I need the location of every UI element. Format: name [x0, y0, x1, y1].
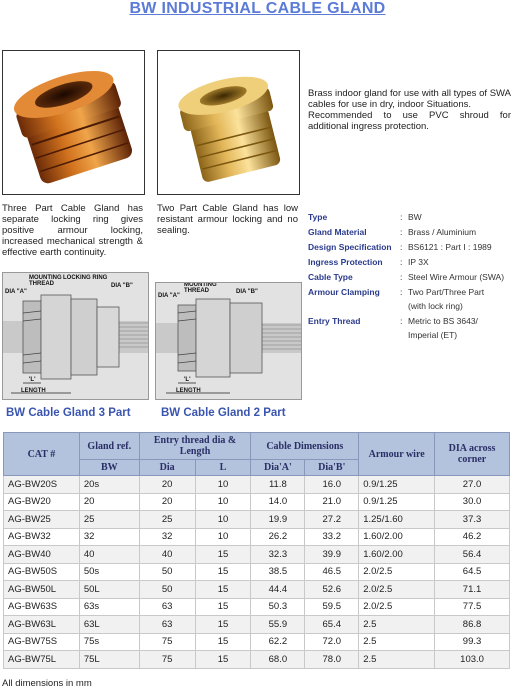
page-title: BW INDUSTRIAL CABLE GLAND: [129, 0, 386, 17]
spec-key: Type: [308, 212, 328, 222]
cell-dia-b: 27.2: [305, 511, 359, 529]
cell-dia-a: 62.2: [251, 633, 305, 651]
spec-value: Brass / Aluminium: [408, 227, 477, 237]
cell-dia-a: 26.2: [251, 528, 305, 546]
cell-l: 10: [195, 528, 251, 546]
diagram-gland-3-part: [2, 272, 149, 400]
cell-dia: 75: [139, 651, 195, 669]
spec-value-line-2: Imperial (ET): [408, 330, 458, 340]
cell-dia: 50: [139, 563, 195, 581]
specifications-list: [308, 212, 513, 345]
label-mounting-thread: MOUNTING THREAD: [184, 282, 217, 294]
cell-dia-b: 72.0: [305, 633, 359, 651]
spec-key: Ingress Protection: [308, 257, 383, 267]
description-3-part: Three Part Cable Gland has separate locking ring gives positive armour locking, increased mechanical strength & effective earth continuity.: [2, 203, 143, 258]
cell-dia-b: 21.0: [305, 493, 359, 511]
spec-row-entry-thread: Entry Thread : Metric to BS 3643/ Imperial (ET): [308, 316, 513, 340]
label-dia-b: DIA "B": [111, 283, 133, 289]
cell-dia-b: 33.2: [305, 528, 359, 546]
cell-dia-b: 52.6: [305, 581, 359, 599]
cell-dia-a: 11.8: [251, 476, 305, 494]
cell-armour-wire: 0.9/1.25: [359, 493, 435, 511]
header-cat: CAT #: [4, 433, 80, 476]
cell-dia: 75: [139, 633, 195, 651]
cell-dia-a: 68.0: [251, 651, 305, 669]
cell-dia-corner: 99.3: [435, 633, 510, 651]
table-row: [4, 633, 510, 651]
cell-dia-b: 65.4: [305, 616, 359, 634]
cell-dia-corner: 77.5: [435, 598, 510, 616]
cell-dia-corner: 86.8: [435, 616, 510, 634]
cell-l: 10: [195, 493, 251, 511]
cell-dia: 20: [139, 493, 195, 511]
cell-l: 15: [195, 598, 251, 616]
label-length: LENGTH: [176, 388, 201, 394]
spec-value: [408, 287, 513, 311]
cell-dia-a: 55.9: [251, 616, 305, 634]
spec-row-cable-type: Cable Type : Steel Wire Armour (SWA): [308, 272, 513, 282]
cell-l: 15: [195, 546, 251, 564]
header-cable-dimensions: Cable Dimensions: [251, 433, 359, 460]
cell-cat: AG-BW25: [4, 511, 80, 529]
spec-key: Gland Material: [308, 227, 367, 237]
cell-dia-corner: 37.3: [435, 511, 510, 529]
table-header-row: [4, 433, 510, 460]
spec-row-ingress-protection: Ingress Protection : IP 3X: [308, 257, 513, 267]
cell-armour-wire: 2.5: [359, 633, 435, 651]
header-dia-b: Dia'B': [305, 460, 359, 476]
table-row: [4, 493, 510, 511]
spec-key: Entry Thread: [308, 316, 361, 326]
spec-value: IP 3X: [408, 257, 429, 267]
cell-l: 10: [195, 511, 251, 529]
spec-row-design-specification: Design Specification : BS6121 : Part I : 1989: [308, 242, 513, 252]
spec-value: [408, 316, 513, 340]
cell-dia-a: 19.9: [251, 511, 305, 529]
cell-gland-ref: 63L: [79, 616, 139, 634]
table-row: [4, 616, 510, 634]
table-row: [4, 476, 510, 494]
cell-l: 10: [195, 476, 251, 494]
cell-cat: AG-BW20S: [4, 476, 80, 494]
cell-dia-a: 44.4: [251, 581, 305, 599]
cell-gland-ref: 50s: [79, 563, 139, 581]
spec-value: BS6121 : Part I : 1989: [408, 242, 492, 252]
table-row: [4, 581, 510, 599]
cell-gland-ref: 25: [79, 511, 139, 529]
label-l: 'L': [29, 377, 36, 383]
cell-armour-wire: 0.9/1.25: [359, 476, 435, 494]
cell-dia: 63: [139, 598, 195, 616]
cell-dia-a: 14.0: [251, 493, 305, 511]
cell-armour-wire: 2.5: [359, 616, 435, 634]
cell-dia: 50: [139, 581, 195, 599]
catalogue-table: [3, 432, 510, 669]
intro-paragraph-2: Recommended to use PVC shroud for additional ingress protection.: [308, 110, 511, 132]
header-gland-ref: Gland ref.: [79, 433, 139, 460]
cell-dia-corner: 56.4: [435, 546, 510, 564]
cell-dia-corner: 103.0: [435, 651, 510, 669]
cell-dia: 25: [139, 511, 195, 529]
cell-dia-corner: 46.2: [435, 528, 510, 546]
spec-value-line-1: Two Part/Three Part: [408, 287, 485, 297]
spec-row-type: Type : BW: [308, 212, 513, 222]
cell-dia-a: 50.3: [251, 598, 305, 616]
cell-gland-ref: 20: [79, 493, 139, 511]
header-armour-wire: Armour wire: [359, 433, 435, 476]
cell-cat: AG-BW75S: [4, 633, 80, 651]
diagram-gland-2-part: [155, 282, 302, 400]
cell-l: 15: [195, 616, 251, 634]
cell-cat: AG-BW32: [4, 528, 80, 546]
header-bw: BW: [79, 460, 139, 476]
cell-dia-corner: 30.0: [435, 493, 510, 511]
spec-value: Steel Wire Armour (SWA): [408, 272, 505, 282]
cell-armour-wire: 1.60/2.00: [359, 528, 435, 546]
table-row: [4, 511, 510, 529]
cell-dia-b: 78.0: [305, 651, 359, 669]
cell-gland-ref: 32: [79, 528, 139, 546]
cell-cat: AG-BW50L: [4, 581, 80, 599]
cell-l: 15: [195, 563, 251, 581]
cell-cat: AG-BW40: [4, 546, 80, 564]
cell-l: 15: [195, 633, 251, 651]
table-row: [4, 528, 510, 546]
photo-gland-3-part: [2, 50, 145, 195]
cell-armour-wire: 2.0/2.5: [359, 563, 435, 581]
caption-2-part: BW Cable Gland 2 Part: [161, 407, 286, 419]
cell-dia: 32: [139, 528, 195, 546]
cell-dia-a: 38.5: [251, 563, 305, 581]
cell-dia-corner: 64.5: [435, 563, 510, 581]
cell-cat: AG-BW50S: [4, 563, 80, 581]
table-row: [4, 651, 510, 669]
table-body: [4, 476, 510, 669]
cell-dia-b: 59.5: [305, 598, 359, 616]
cell-gland-ref: 75s: [79, 633, 139, 651]
cell-dia: 40: [139, 546, 195, 564]
spec-value: BW: [408, 212, 422, 222]
footer-note: All dimensions in mm: [2, 678, 92, 689]
intro-paragraph-1: Brass indoor gland for use with all types of SWA cables for use in dry, indoor Situations.: [308, 88, 511, 110]
spec-row-gland-material: Gland Material : Brass / Aluminium: [308, 227, 513, 237]
header-dia-across-corner: DIA across corner: [435, 433, 510, 476]
intro-text: [308, 88, 511, 132]
label-dia-b: DIA "B": [236, 289, 258, 295]
table-row: [4, 563, 510, 581]
header-entry-thread: Entry thread dia & Length: [139, 433, 251, 460]
table-row: [4, 546, 510, 564]
cell-gland-ref: 63s: [79, 598, 139, 616]
cell-dia-a: 32.3: [251, 546, 305, 564]
spec-key: Cable Type: [308, 272, 353, 282]
spec-value-line-1: Metric to BS 3643/: [408, 316, 478, 326]
spec-row-armour-clamping: Armour Clamping : Two Part/Three Part (with lock ring): [308, 287, 513, 311]
label-l: 'L': [184, 377, 191, 383]
cell-dia-corner: 27.0: [435, 476, 510, 494]
cell-cat: AG-BW63L: [4, 616, 80, 634]
label-dia-a: DIA "A": [5, 289, 27, 295]
cell-cat: AG-BW63S: [4, 598, 80, 616]
cell-gland-ref: 75L: [79, 651, 139, 669]
cell-cat: AG-BW20: [4, 493, 80, 511]
cell-armour-wire: 1.25/1.60: [359, 511, 435, 529]
label-length: LENGTH: [21, 388, 46, 394]
header-l: L: [195, 460, 251, 476]
caption-3-part: BW Cable Gland 3 Part: [6, 407, 131, 419]
cell-gland-ref: 20s: [79, 476, 139, 494]
cell-dia: 63: [139, 616, 195, 634]
cell-gland-ref: 50L: [79, 581, 139, 599]
description-2-part: Two Part Cable Gland has low resistant armour locking and no sealing.: [157, 203, 298, 236]
cell-dia-b: 39.9: [305, 546, 359, 564]
cell-l: 15: [195, 581, 251, 599]
table-row: [4, 598, 510, 616]
label-mounting-thread: MOUNTING THREAD: [29, 275, 62, 287]
cell-armour-wire: 2.0/2.5: [359, 598, 435, 616]
cell-l: 15: [195, 651, 251, 669]
cell-armour-wire: 1.60/2.00: [359, 546, 435, 564]
cell-dia: 20: [139, 476, 195, 494]
cell-cat: AG-BW75L: [4, 651, 80, 669]
cell-gland-ref: 40: [79, 546, 139, 564]
spec-key: Armour Clamping: [308, 287, 380, 297]
photo-gland-2-part: [157, 50, 300, 195]
cell-dia-b: 16.0: [305, 476, 359, 494]
spec-value-line-2: (with lock ring): [408, 301, 463, 311]
cell-armour-wire: 2.0/2.5: [359, 581, 435, 599]
cell-dia-b: 46.5: [305, 563, 359, 581]
header-dia: Dia: [139, 460, 195, 476]
label-locking-ring: LOCKING RING: [63, 275, 108, 281]
spec-key: Design Specification: [308, 242, 392, 252]
cell-dia-corner: 71.1: [435, 581, 510, 599]
label-dia-a: DIA "A": [158, 293, 180, 299]
header-dia-a: Dia'A': [251, 460, 305, 476]
cell-armour-wire: 2.5: [359, 651, 435, 669]
